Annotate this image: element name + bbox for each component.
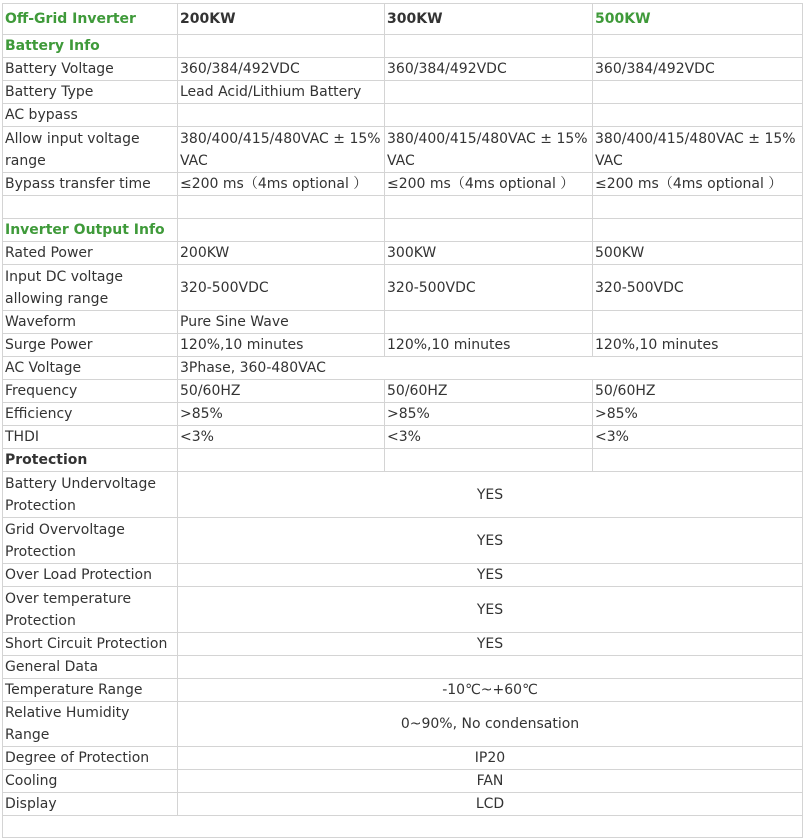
row-label: Bypass transfer time xyxy=(3,173,178,196)
cell-value: >85% xyxy=(385,403,593,426)
cell-value: 320-500VDC xyxy=(593,265,803,311)
section-title: General Data xyxy=(3,656,178,679)
cell-value: <3% xyxy=(178,426,385,449)
table-row xyxy=(3,127,803,173)
cell-value: 360/384/492VDC xyxy=(178,58,385,81)
cell-value: YES xyxy=(178,633,803,656)
section-title: Inverter Output Info xyxy=(3,219,178,242)
cell-value: 500KW xyxy=(593,242,803,265)
section-row xyxy=(3,449,803,472)
row-label: Display xyxy=(3,793,178,816)
table-row xyxy=(3,58,803,81)
row-label: Degree of Protection xyxy=(3,747,178,770)
cell-value: >85% xyxy=(593,403,803,426)
row-label: Cooling xyxy=(3,770,178,793)
cell-value: 3Phase, 360-480VAC xyxy=(178,357,803,380)
table-row xyxy=(3,747,803,770)
cell-value: Lead Acid/Lithium Battery xyxy=(178,81,385,104)
row-label: Allow input voltage range xyxy=(3,127,178,173)
cell-value: 300KW xyxy=(385,242,593,265)
cell-value: LCD xyxy=(178,793,803,816)
table-row xyxy=(3,426,803,449)
cell-value: <3% xyxy=(385,426,593,449)
cell-value: 320-500VDC xyxy=(178,265,385,311)
cell-value: 320-500VDC xyxy=(385,265,593,311)
cell-value: 360/384/492VDC xyxy=(385,58,593,81)
table-row xyxy=(3,403,803,426)
cell-value: 380/400/415/480VAC ± 15% VAC xyxy=(593,127,803,173)
row-label: Over temperature Protection xyxy=(3,587,178,633)
cell-value: ≤200 ms（4ms optional ） xyxy=(178,173,385,196)
cell-value: >85% xyxy=(178,403,385,426)
cell-value: -10℃~+60℃ xyxy=(178,679,803,702)
section-title: Protection xyxy=(3,449,178,472)
row-label: AC Voltage xyxy=(3,357,178,380)
empty-row xyxy=(3,196,803,219)
row-label: THDI xyxy=(3,426,178,449)
table-row xyxy=(3,679,803,702)
table-row xyxy=(3,793,803,816)
cell-value: YES xyxy=(178,472,803,518)
cell-value: <3% xyxy=(593,426,803,449)
table-row xyxy=(3,104,803,127)
table-row xyxy=(3,770,803,793)
cell-value: 50/60HZ xyxy=(385,380,593,403)
row-label: Short Circuit Protection xyxy=(3,633,178,656)
cell-value: IP20 xyxy=(178,747,803,770)
cell-value: ≤200 ms（4ms optional ） xyxy=(385,173,593,196)
table-row xyxy=(3,81,803,104)
row-label: Efficiency xyxy=(3,403,178,426)
cell-value: 120%,10 minutes xyxy=(178,334,385,357)
cell-value: 120%,10 minutes xyxy=(385,334,593,357)
cell-value: YES xyxy=(178,587,803,633)
cell-value: 380/400/415/480VAC ± 15% VAC xyxy=(385,127,593,173)
row-label: Battery Undervoltage Protection xyxy=(3,472,178,518)
table-row xyxy=(3,265,803,311)
row-label: Battery Type xyxy=(3,81,178,104)
row-label: Waveform xyxy=(3,311,178,334)
row-label: Over Load Protection xyxy=(3,564,178,587)
table-row xyxy=(3,173,803,196)
cell-value: 0~90%, No condensation xyxy=(178,702,803,747)
table-row xyxy=(3,587,803,633)
cell-value: FAN xyxy=(178,770,803,793)
header-row xyxy=(3,4,803,35)
table-row xyxy=(3,472,803,518)
cell-value: 50/60HZ xyxy=(178,380,385,403)
model-header: 200KW xyxy=(178,4,385,35)
row-label: Frequency xyxy=(3,380,178,403)
section-row xyxy=(3,219,803,242)
table-row xyxy=(3,518,803,564)
row-label: Surge Power xyxy=(3,334,178,357)
row-label: Input DC voltage allowing range xyxy=(3,265,178,311)
cell-value: 120%,10 minutes xyxy=(593,334,803,357)
table-row xyxy=(3,357,803,380)
table-title: Off-Grid Inverter xyxy=(3,4,178,35)
spec-table xyxy=(2,3,803,838)
table-row xyxy=(3,380,803,403)
cell-value: 200KW xyxy=(178,242,385,265)
cell-value: YES xyxy=(178,518,803,564)
cell-value: Pure Sine Wave xyxy=(178,311,385,334)
row-label: AC bypass xyxy=(3,104,178,127)
row-label: Grid Overvoltage Protection xyxy=(3,518,178,564)
table-row xyxy=(3,334,803,357)
row-label: Relative Humidity Range xyxy=(3,702,178,747)
table-row xyxy=(3,311,803,334)
section-row xyxy=(3,35,803,58)
model-header: 500KW xyxy=(593,4,803,35)
cell-value: 50/60HZ xyxy=(593,380,803,403)
cell-value: ≤200 ms（4ms optional ） xyxy=(593,173,803,196)
table-row xyxy=(3,242,803,265)
row-label: Temperature Range xyxy=(3,679,178,702)
cell-value: YES xyxy=(178,564,803,587)
empty-row xyxy=(3,816,803,838)
table-row xyxy=(3,564,803,587)
section-title: Battery Info xyxy=(3,35,178,58)
model-header: 300KW xyxy=(385,4,593,35)
cell-value: 380/400/415/480VAC ± 15% VAC xyxy=(178,127,385,173)
section-row xyxy=(3,656,803,679)
row-label: Battery Voltage xyxy=(3,58,178,81)
cell-value: 360/384/492VDC xyxy=(593,58,803,81)
table-row xyxy=(3,633,803,656)
row-label: Rated Power xyxy=(3,242,178,265)
table-row xyxy=(3,702,803,747)
